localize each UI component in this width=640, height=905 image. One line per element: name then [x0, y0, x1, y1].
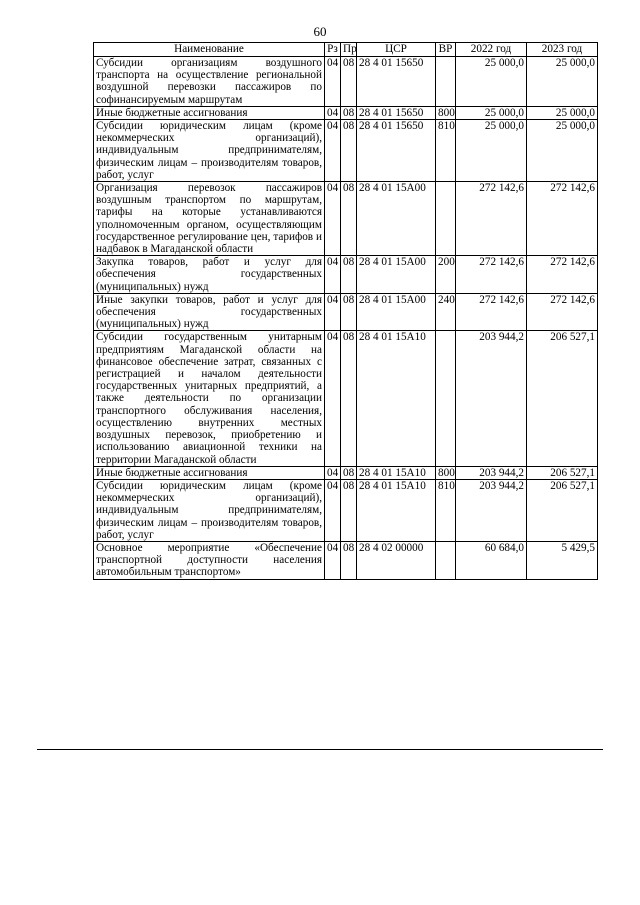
row-pr: 08: [341, 466, 357, 479]
table-row: [94, 57, 598, 107]
row-2023: 25 000,0: [527, 120, 598, 182]
row-rz: 04: [325, 466, 341, 479]
row-name: Закупка товаров, работ и услуг для обеспечения государственных (муниципальных) нужд: [94, 256, 325, 294]
row-rz: 04: [325, 120, 341, 182]
row-2022: 272 142,6: [456, 182, 527, 256]
row-2022: 272 142,6: [456, 293, 527, 331]
row-name: Иные бюджетные ассигнования: [94, 466, 325, 479]
row-rz: 04: [325, 57, 341, 107]
row-name: Субсидии юридическим лицам (кроме некоммерческих организаций), индивидуальным предпринимателям, физическим лицам – производителям товаров, работ, услуг: [94, 120, 325, 182]
row-rz: 04: [325, 293, 341, 331]
table-row: [94, 182, 598, 256]
table-header-row: [94, 43, 598, 57]
row-2023: 5 429,5: [527, 541, 598, 579]
row-name: Иные бюджетные ассигнования: [94, 106, 325, 119]
row-2022: 203 944,2: [456, 331, 527, 466]
header-csr: ЦСР: [357, 43, 436, 57]
row-2022: 25 000,0: [456, 57, 527, 107]
table-row: [94, 331, 598, 466]
row-2023: 206 527,1: [527, 479, 598, 541]
row-2022: 25 000,0: [456, 120, 527, 182]
row-name: Основное мероприятие «Обеспечение транспортной доступности населения автомобильным транспортом»: [94, 541, 325, 579]
row-2022: 60 684,0: [456, 541, 527, 579]
row-2023: 272 142,6: [527, 182, 598, 256]
row-vr: [436, 57, 456, 107]
row-csr: 28 4 01 15А10: [357, 331, 436, 466]
row-vr: 200: [436, 256, 456, 294]
row-vr: [436, 541, 456, 579]
row-vr: [436, 182, 456, 256]
budget-table: [93, 42, 598, 580]
row-csr: 28 4 01 15А10: [357, 479, 436, 541]
row-2022: 203 944,2: [456, 466, 527, 479]
row-rz: 04: [325, 256, 341, 294]
row-csr: 28 4 01 15А00: [357, 182, 436, 256]
row-2022: 272 142,6: [456, 256, 527, 294]
row-name: Иные закупки товаров, работ и услуг для обеспечения государственных (муниципальных) нужд: [94, 293, 325, 331]
row-csr: 28 4 01 15650: [357, 57, 436, 107]
row-rz: 04: [325, 541, 341, 579]
row-vr: [436, 331, 456, 466]
header-vr: ВР: [436, 43, 456, 57]
row-name: Субсидии юридическим лицам (кроме некоммерческих организаций), индивидуальным предпринимателям, физическим лицам – производителям товаров, работ, услуг: [94, 479, 325, 541]
table-row: [94, 541, 598, 579]
row-rz: 04: [325, 106, 341, 119]
row-pr: 08: [341, 256, 357, 294]
row-name: Организация перевозок пассажиров воздушным транспортом по маршрутам, тарифы на которые устанавливаются уполномоченным органом, осуществляющим государственное регулирование цен, тарифов и надбавок в Магаданской области: [94, 182, 325, 256]
row-pr: 08: [341, 120, 357, 182]
table-row: [94, 466, 598, 479]
row-2023: 272 142,6: [527, 293, 598, 331]
row-2022: 25 000,0: [456, 106, 527, 119]
row-csr: 28 4 02 00000: [357, 541, 436, 579]
row-csr: 28 4 01 15650: [357, 120, 436, 182]
footer-divider: [37, 749, 603, 750]
table-row: [94, 293, 598, 331]
row-rz: 04: [325, 182, 341, 256]
row-vr: 800: [436, 106, 456, 119]
row-2023: 25 000,0: [527, 57, 598, 107]
row-vr: 800: [436, 466, 456, 479]
table-row: [94, 479, 598, 541]
header-2022: 2022 год: [456, 43, 527, 57]
row-rz: 04: [325, 479, 341, 541]
row-pr: 08: [341, 293, 357, 331]
row-csr: 28 4 01 15А10: [357, 466, 436, 479]
row-pr: 08: [341, 182, 357, 256]
row-pr: 08: [341, 331, 357, 466]
row-2023: 25 000,0: [527, 106, 598, 119]
row-rz: 04: [325, 331, 341, 466]
row-name: Субсидии организациям воздушного транспорта на осуществление региональной воздушной перевозки пассажиров по софинансируемым маршрутам: [94, 57, 325, 107]
row-vr: 810: [436, 120, 456, 182]
row-pr: 08: [341, 479, 357, 541]
table-row: [94, 120, 598, 182]
header-name: Наименование: [94, 43, 325, 57]
row-pr: 08: [341, 57, 357, 107]
row-pr: 08: [341, 541, 357, 579]
page-number: 60: [313, 24, 327, 39]
row-2022: 203 944,2: [456, 479, 527, 541]
row-pr: 08: [341, 106, 357, 119]
row-csr: 28 4 01 15А00: [357, 256, 436, 294]
table-row: [94, 106, 598, 119]
row-vr: 240: [436, 293, 456, 331]
header-2023: 2023 год: [527, 43, 598, 57]
row-vr: 810: [436, 479, 456, 541]
row-csr: 28 4 01 15А00: [357, 293, 436, 331]
table-row: [94, 256, 598, 294]
row-2023: 206 527,1: [527, 331, 598, 466]
row-name: Субсидии государственным унитарным предприятиям Магаданской области на финансовое обеспечение затрат, связанных с регистрацией и началом деятельности государственных унитарных предприятий, а также деятельности по организации транспортного обслуживания населения, осуществлению внутренних местных воздушных перевозок, приобретению и использованию авиационной техники на территории Магаданской области: [94, 331, 325, 466]
row-2023: 206 527,1: [527, 466, 598, 479]
header-pr: Пр: [341, 43, 357, 57]
header-rz: Рз: [325, 43, 341, 57]
row-csr: 28 4 01 15650: [357, 106, 436, 119]
row-2023: 272 142,6: [527, 256, 598, 294]
